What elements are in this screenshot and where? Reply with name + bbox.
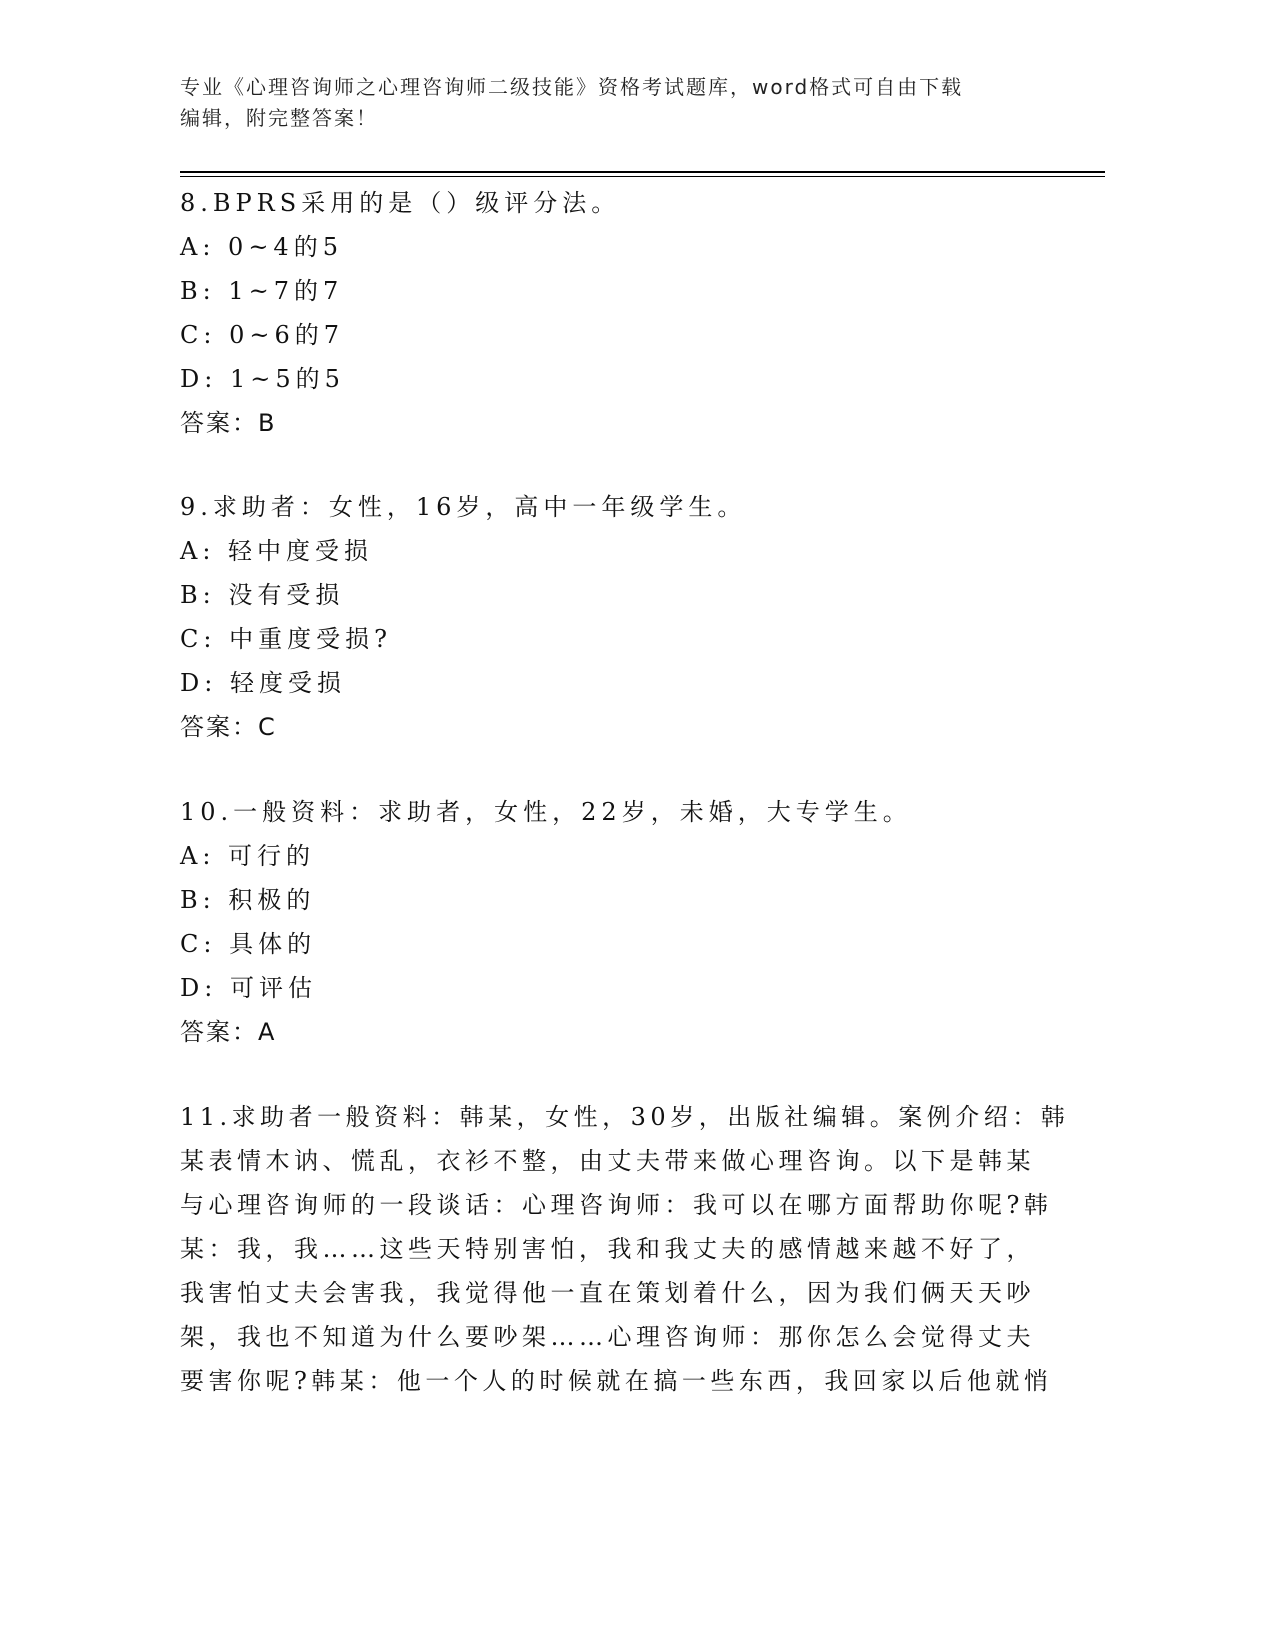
option-c: C: 中重度受损? xyxy=(180,625,392,653)
paragraph-line: 我害怕丈夫会害我，我觉得他一直在策划着什么，因为我们俩天天吵 xyxy=(180,1279,1035,1307)
paragraph-line: 与心理咨询师的一段谈话：心理咨询师：我可以在哪方面帮助你呢?韩 xyxy=(180,1191,1053,1219)
paragraph-line: 某表情木讷、慌乱，衣衫不整，由丈夫带来做心理咨询。以下是韩某 xyxy=(180,1147,1035,1175)
option-d: D: 可评估 xyxy=(180,974,317,1002)
option-a: A: 可行的 xyxy=(180,842,316,870)
document-header xyxy=(180,72,1040,134)
answer: 答案：B xyxy=(180,409,277,437)
paragraph-line: 架，我也不知道为什么要吵架……心理咨询师：那你怎么会觉得丈夫 xyxy=(180,1323,1035,1351)
answer: 答案：C xyxy=(180,713,277,741)
option-c: C: 具体的 xyxy=(180,930,317,958)
header-divider-thin xyxy=(180,176,1105,177)
option-d: D: 1~5的5 xyxy=(180,365,345,393)
header-line-1: 专业《心理咨询师之心理咨询师二级技能》资格考试题库，word格式可自由下载 xyxy=(180,75,964,99)
answer: 答案：A xyxy=(180,1018,277,1046)
question-stem: 10.一般资料：求助者，女性，22岁，未婚，大专学生。 xyxy=(180,798,912,826)
option-b: B: 积极的 xyxy=(180,886,316,914)
question-stem: 8.BPRS采用的是（）级评分法。 xyxy=(180,189,621,217)
option-b: B: 没有受损 xyxy=(180,581,345,609)
question-11 xyxy=(180,1095,1070,1403)
option-c: C: 0~6的7 xyxy=(180,321,344,349)
option-b: B: 1~7的7 xyxy=(180,277,344,305)
option-a: A: 0~4的5 xyxy=(180,233,343,261)
paragraph-line: 11.求助者一般资料：韩某，女性，30岁，出版社编辑。案例介绍：韩 xyxy=(180,1103,1070,1131)
option-a: A: 轻中度受损 xyxy=(180,537,374,565)
question-stem: 9.求助者：女性，16岁，高中一年级学生。 xyxy=(180,493,747,521)
header-divider-thick xyxy=(180,171,1105,173)
option-d: D: 轻度受损 xyxy=(180,669,346,697)
question-10 xyxy=(180,790,1060,1054)
header-line-2: 编辑，附完整答案！ xyxy=(180,106,378,130)
question-8 xyxy=(180,181,1060,445)
paragraph-line: 某：我，我……这些天特别害怕，我和我丈夫的感情越来越不好了， xyxy=(180,1235,1035,1263)
question-9 xyxy=(180,485,1060,749)
paragraph-line: 要害你呢?韩某：他一个人的时候就在搞一些东西，我回家以后他就悄 xyxy=(180,1367,1053,1395)
